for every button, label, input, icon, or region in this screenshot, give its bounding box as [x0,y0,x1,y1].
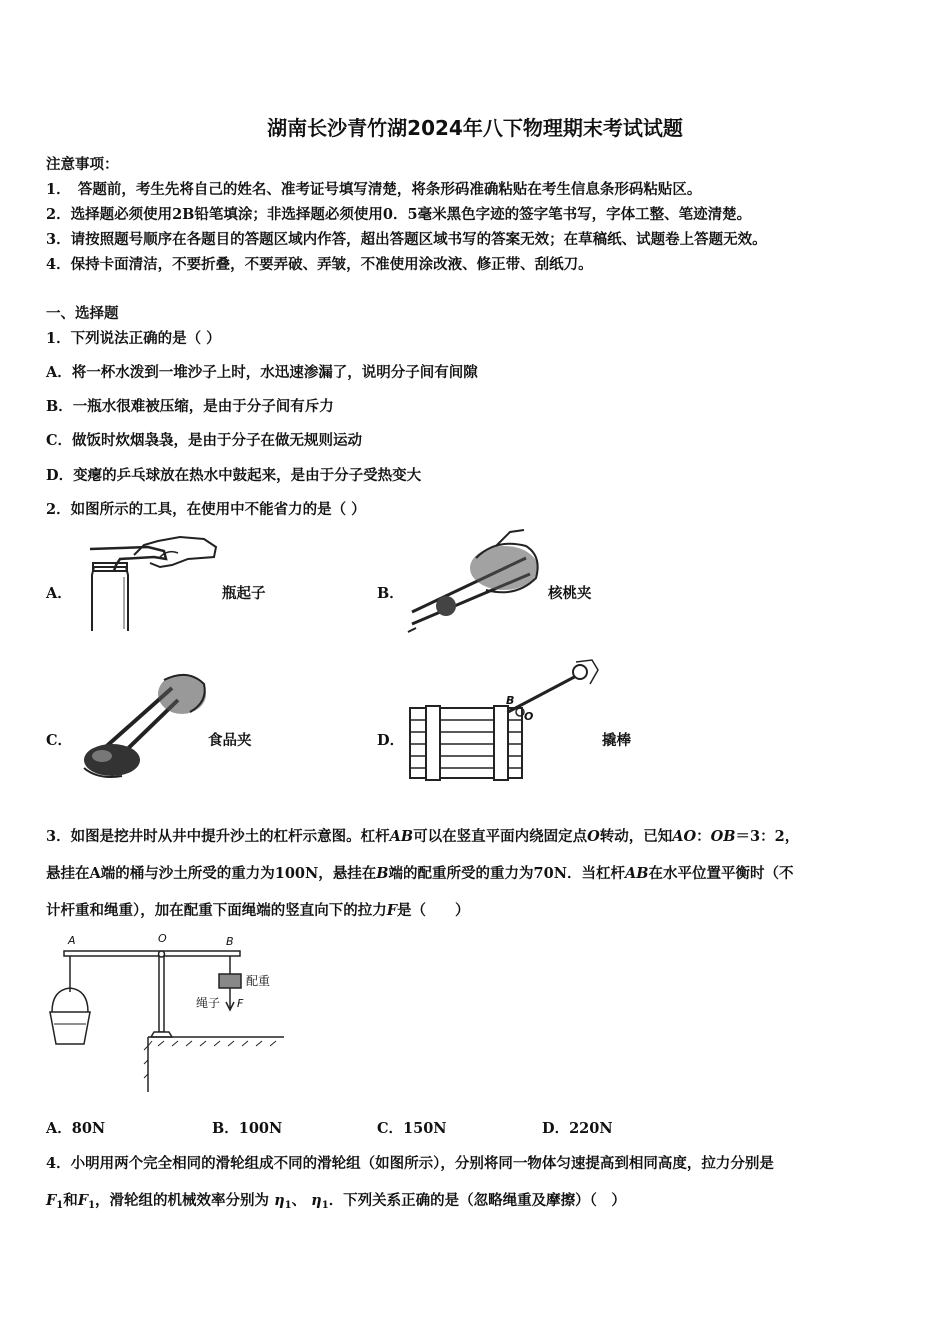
nutcracker-figure [406,528,544,632]
notice-item-2: 2．选择题必须使用2B铅笔填涂；非选择题必须使用0．5毫米黑色字迹的签字笔书写，字体工整、笔迹清楚。 [46,206,752,223]
q1-stem: 1．下列说法正确的是（ ） [46,330,221,347]
q3-option-c: C．150N [377,1120,447,1137]
lever-label-o: O [158,932,167,945]
crowbar-crate-figure [408,660,608,782]
q3-option-b: B．100N [212,1120,283,1137]
q3-line-1 [46,825,799,846]
q4-line-1: 4．小明用两个完全相同的滑轮组成不同的滑轮组（如图所示），分别将同一物体匀速提高到相同高度，拉力分别是 [46,1155,774,1172]
notice-item-1: 1． 答题前，考生先将自己的姓名、准考证号填写清楚，将条形码准确粘贴在考生信息条形码粘贴区。 [46,181,702,198]
q3-text: 3．如图是挖井时从井中提升沙土的杠杆示意图。杠杆 [46,828,390,845]
subscript: 1 [56,1200,64,1211]
q4-text: 和 [63,1192,78,1209]
q3-text: 在水平位置平衡时（不 [648,865,794,882]
q1-option-a: A．将一杯水泼到一堆沙子上时，水迅速渗漏了，说明分子间有间隙 [46,364,478,381]
lever-label-counterweight: 配重 [246,974,271,988]
lever-figure [44,940,284,1092]
q3-line-2 [46,862,794,883]
q4-text: ，滑轮组的机械效率分别为 [95,1192,270,1209]
var-b: B [376,865,389,882]
q2-option-c-letter: C． [46,732,73,749]
lever-label-a: A [68,934,76,947]
q3-line-3 [46,899,470,920]
var-o: O [587,828,600,845]
section-heading: 一、选择题 [46,305,119,322]
notice-item-3: 3．请按照题号顺序在各题目的答题区域内作答，超出答题区域书写的答案无效；在草稿纸、试题卷上答题无效。 [46,231,767,248]
q2-stem: 2．如图所示的工具，在使用中不能省力的是（ ） [46,501,366,518]
lever-label-rope: 绳子 [196,996,221,1010]
var-f1: F [46,1192,57,1209]
q2-option-d-letter: D． [377,732,405,749]
q1-option-c: C．做饭时炊烟袅袅，是由于分子在做无规则运动 [46,432,363,449]
var-ob: OB [710,828,736,845]
q3-text: 悬挂在A端的桶与沙土所受的重力为100N，悬挂在 [46,865,377,882]
q1-option-d: D．变瘪的乒乓球放在热水中鼓起来，是由于分子受热变大 [46,467,422,484]
q4-line-2 [46,1189,626,1211]
lever-label-force: F [237,997,244,1010]
var-f2: F [77,1192,89,1209]
q3-text: ： [696,828,711,845]
q2-option-b-label: 核桃夹 [548,585,592,602]
q3-text: 是（ ） [397,902,470,919]
q4-text: ．下列关系正确的是（忽略绳重及摩擦）（ ） [328,1192,626,1209]
notice-heading: 注意事项： [46,156,119,173]
var-ab: AB [389,828,414,845]
bottle-opener-figure [84,527,218,633]
var-ab: AB [624,865,649,882]
q2-option-c-label: 食品夹 [208,732,252,749]
q1-option-b: B．一瓶水很难被压缩，是由于分子间有斥力 [46,398,334,415]
subscript: 1 [88,1200,96,1211]
notice-item-4: 4．保持卡面清洁，不要折叠，不要弄破、弄皱，不准使用涂改液、修正带、刮纸刀。 [46,256,593,273]
crowbar-label-b: B [506,694,515,707]
q3-option-a: A．80N [46,1120,106,1137]
var-f: F [386,902,398,919]
q3-option-d: D．220N [542,1120,613,1137]
q2-option-a-label: 瓶起子 [222,585,266,602]
var-eta1: η [274,1192,285,1209]
q4-text: 、 [291,1192,307,1209]
q2-option-d-label: 撬棒 [602,732,631,749]
crowbar-label-o: O [524,710,534,723]
var-ao: AO [672,828,697,845]
subscript: 1 [284,1200,292,1211]
q3-text: 转动，已知 [599,828,673,845]
var-eta2: η [311,1192,322,1209]
q2-option-b-letter: B． [377,585,404,602]
page-title: 湖南长沙青竹湖2024年八下物理期末考试试题 [267,116,683,140]
lever-label-b: B [226,935,234,948]
q3-text: ＝3：2， [735,828,800,845]
food-tongs-figure [78,672,208,782]
q3-text: 可以在竖直平面内绕固定点 [413,828,588,845]
q3-text: 计杆重和绳重），加在配重下面绳端的竖直向下的拉力 [46,902,387,919]
q3-text: 端的配重所受的重力为70N．当杠杆 [388,865,625,882]
subscript: 1 [321,1200,329,1211]
q2-option-a-letter: A． [46,585,72,602]
